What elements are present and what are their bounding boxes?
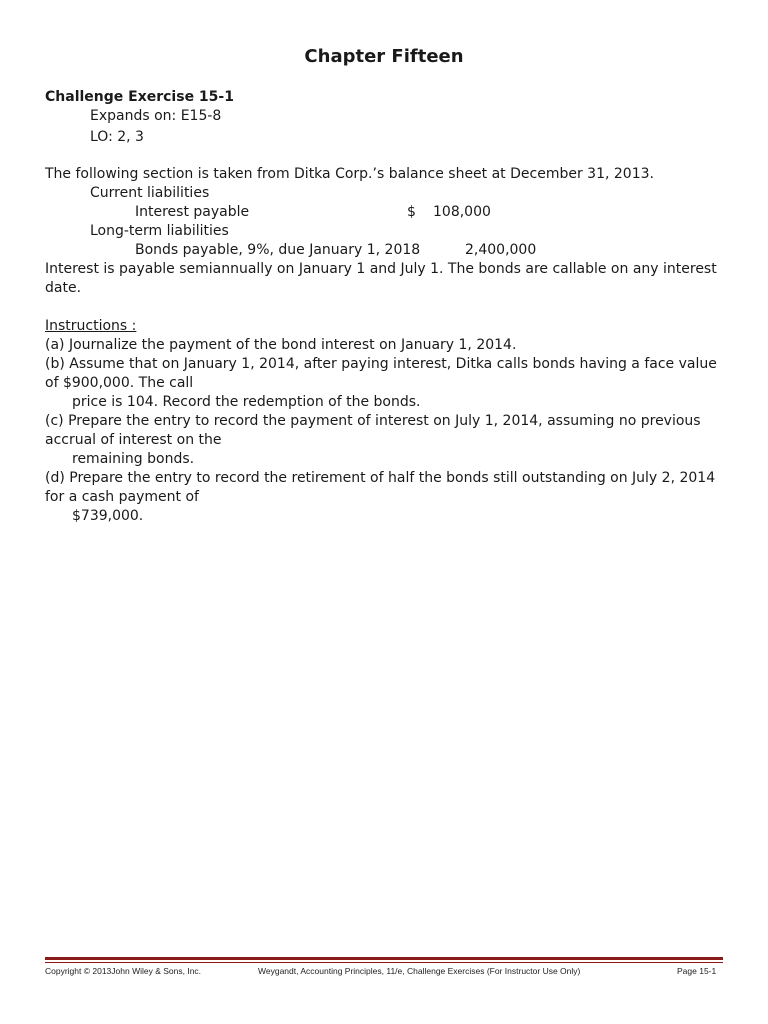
footer-copyright: Copyright © 2013John Wiley & Sons, Inc.: [45, 966, 202, 976]
footer-page-number: Page 15-1: [677, 966, 717, 976]
instruction-b-line-2: of $900,000. The call: [45, 375, 194, 391]
bonds-payable-label: Bonds payable, 9%, due January 1, 2018: [135, 242, 421, 258]
learning-objectives-text: LO: 2, 3: [90, 129, 144, 145]
instruction-c-line-3: remaining bonds.: [72, 451, 195, 467]
page-title: Chapter Fifteen: [304, 46, 464, 67]
instruction-b-line-3: price is 104. Record the redemption of the bonds.: [72, 394, 421, 410]
instructions-heading: Instructions :: [45, 318, 137, 334]
current-liabilities-heading: Current liabilities: [90, 185, 210, 201]
footer-rule-thick: [45, 957, 723, 960]
interest-note-line-1: Interest is payable semiannually on January 1 and July 1. The bonds are callable on any interest: [45, 261, 717, 277]
instruction-b-line-1: (b) Assume that on January 1, 2014, after paying interest, Ditka calls bonds having a face value: [45, 356, 717, 372]
exercise-heading: Challenge Exercise 15-1: [45, 89, 234, 105]
instruction-a: (a) Journalize the payment of the bond interest on January 1, 2014.: [45, 337, 517, 353]
interest-dollar-sign: $: [407, 204, 416, 220]
instruction-c-line-1: (c) Prepare the entry to record the payment of interest on July 1, 2014, assuming no previous: [45, 413, 701, 429]
bonds-payable-amount: 2,400,000: [465, 242, 537, 258]
instruction-d-line-3: $739,000.: [72, 508, 144, 524]
expands-on-text: Expands on: E15-8: [90, 108, 222, 124]
long-term-liabilities-heading: Long-term liabilities: [90, 223, 229, 239]
footer-source: Weygandt, Accounting Principles, 11/e, Challenge Exercises (For Instructor Use Only): [258, 966, 581, 976]
interest-note-line-2: date.: [45, 280, 82, 296]
interest-payable-amount: 108,000: [433, 204, 491, 220]
instruction-c-line-2: accrual of interest on the: [45, 432, 222, 448]
interest-payable-label: Interest payable: [135, 204, 250, 220]
intro-text: The following section is taken from Ditka Corp.’s balance sheet at December 31, 2013.: [45, 166, 654, 182]
instruction-d-line-2: for a cash payment of: [45, 489, 199, 505]
instruction-d-line-1: (d) Prepare the entry to record the retirement of half the bonds still outstanding on July 2, 2014: [45, 470, 716, 486]
footer-rule-thin: [45, 962, 723, 963]
